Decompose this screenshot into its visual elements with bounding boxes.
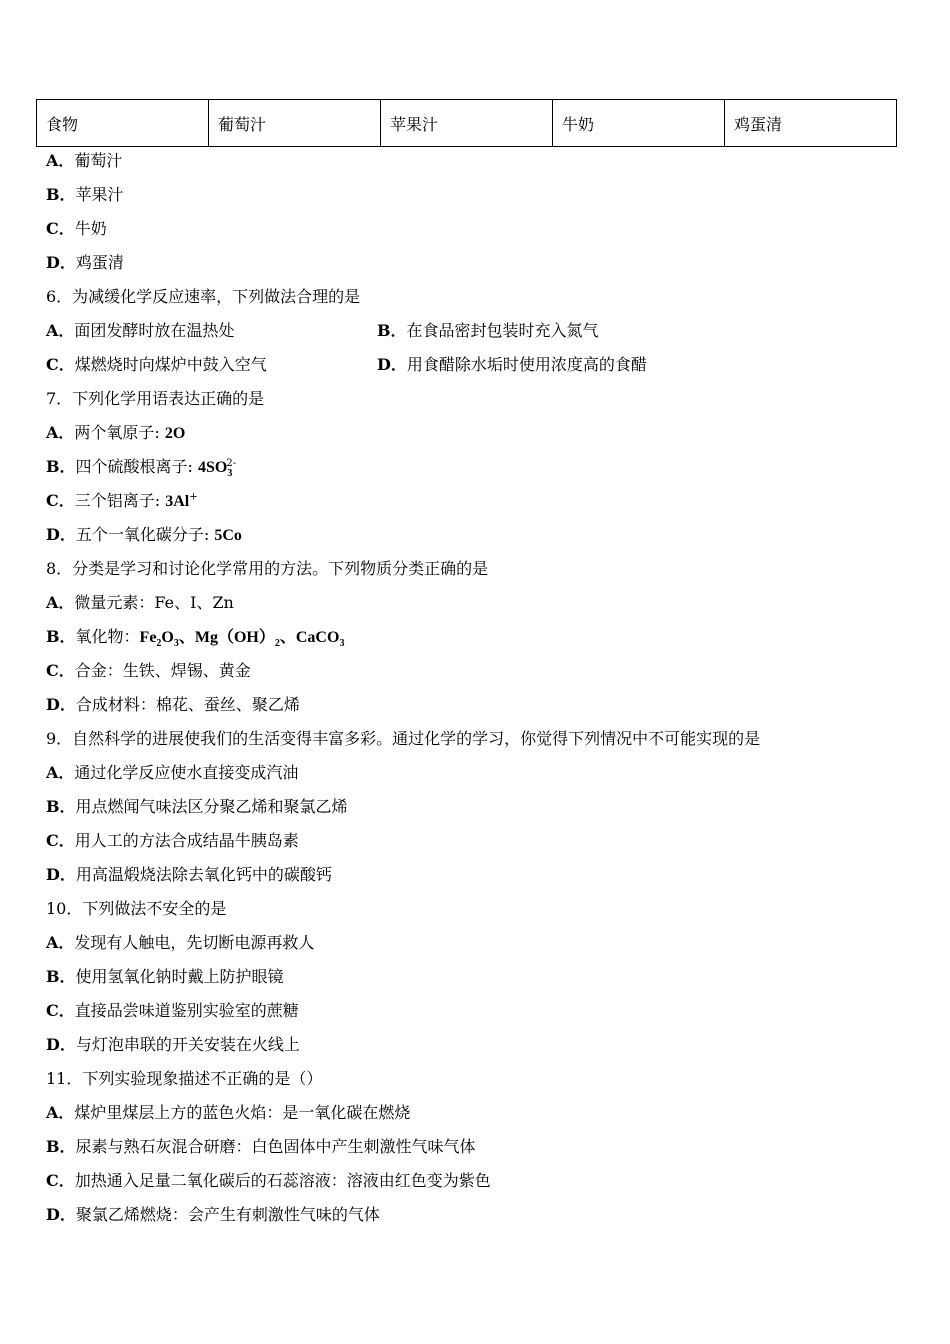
q9-option-b: [46, 797, 348, 817]
q6-option-d: [377, 355, 647, 375]
option-text: 合成材料：棉花、蚕丝、聚乙烯: [75, 695, 300, 714]
option-letter: D．: [46, 865, 76, 884]
q7-option-b: [46, 457, 236, 478]
formula-subscript: 2: [156, 638, 162, 650]
formula: 、CaCO: [279, 629, 340, 646]
option-letter: C．: [46, 831, 75, 850]
q7-stem: 7．下列化学用语表达正确的是: [46, 389, 265, 408]
formula-superscript: 2-: [226, 457, 237, 469]
q6-option-c: [46, 355, 267, 375]
formula: 4SO: [198, 459, 228, 476]
q8-stem: 8．分类是学习和讨论化学常用的方法。下列物质分类正确的是: [46, 559, 489, 578]
q11-option-b: [46, 1137, 476, 1157]
q7-option-c: [46, 491, 198, 512]
option-letter: C．: [46, 355, 75, 374]
q5-option-b: [46, 185, 124, 205]
option-text: 使用氢氧化钠时戴上防护眼镜: [75, 967, 284, 986]
option-text: 用高温煅烧法除去氧化钙中的碳酸钙: [75, 865, 332, 884]
option-letter: A．: [46, 321, 75, 340]
option-letter: A．: [46, 763, 75, 782]
q10-option-d: [46, 1035, 300, 1055]
option-text: 合金：生铁、焊锡、黄金: [74, 661, 251, 680]
option-letter: C．: [46, 219, 75, 238]
table-row: [37, 100, 897, 147]
option-text: 在食品密封包装时充入氮气: [406, 321, 599, 340]
option-letter: D．: [46, 253, 76, 272]
table-cell: 葡萄汁: [209, 100, 381, 147]
option-text: 牛奶: [74, 219, 107, 238]
formula: 、Mg（OH）: [178, 629, 275, 646]
option-text: 与灯泡串联的开关安装在火线上: [75, 1035, 300, 1054]
option-letter: A．: [46, 933, 75, 952]
option-text: 加热通入足量二氧化碳后的石蕊溶液：溶液由红色变为紫色: [74, 1171, 491, 1190]
q11-option-a: [46, 1103, 410, 1123]
formula: Fe: [139, 629, 157, 646]
q5-option-c: [46, 219, 107, 239]
formula: O: [161, 629, 174, 646]
option-letter: D．: [46, 1205, 76, 1224]
option-letter: B．: [46, 627, 76, 646]
q11-option-d: [46, 1205, 380, 1225]
q8-option-b: [46, 627, 344, 648]
option-letter: B．: [46, 797, 76, 816]
q6-option-a: [46, 321, 234, 341]
formula-superscript: +: [189, 491, 198, 503]
option-text: 四个硫酸根离子:: [75, 457, 199, 476]
option-letter: D．: [377, 355, 407, 374]
table-cell: 牛奶: [553, 100, 725, 147]
q11-stem: 11．下列实验现象描述不正确的是（）: [46, 1069, 323, 1088]
food-table: [36, 99, 897, 147]
formula: 5Co: [214, 527, 242, 544]
option-text: 微量元素：Fe、I、Zn: [74, 593, 234, 612]
option-letter: B．: [46, 185, 76, 204]
option-text: 煤燃烧时向煤炉中鼓入空气: [74, 355, 267, 374]
q6-stem: 6．为减缓化学反应速率，下列做法合理的是: [46, 287, 361, 306]
q5-option-d: [46, 253, 124, 273]
q8-option-c: [46, 661, 251, 681]
q8-option-a: [46, 593, 234, 613]
option-text: 苹果汁: [75, 185, 124, 204]
option-letter: C．: [46, 1001, 75, 1020]
q10-option-c: [46, 1001, 299, 1021]
q9-option-d: [46, 865, 332, 885]
q7-option-a: [46, 423, 185, 444]
q10-option-a: [46, 933, 314, 953]
option-text: 葡萄汁: [74, 151, 123, 170]
option-text: 三个铝离子:: [74, 491, 166, 510]
option-letter: B．: [46, 967, 76, 986]
option-letter: C．: [46, 491, 75, 510]
option-letter: D．: [46, 695, 76, 714]
option-letter: D．: [46, 525, 76, 544]
option-letter: C．: [46, 661, 75, 680]
option-letter: C．: [46, 1171, 75, 1190]
option-letter: B．: [377, 321, 407, 340]
q8-option-d: [46, 695, 300, 715]
option-text: 发现有人触电，先切断电源再救人: [74, 933, 315, 952]
option-letter: B．: [46, 457, 76, 476]
option-text: 五个一氧化碳分子:: [75, 525, 215, 544]
option-text: 煤炉里煤层上方的蓝色火焰：是一氧化碳在燃烧: [74, 1103, 411, 1122]
formula: 2O: [164, 425, 186, 442]
formula-subscript: 3: [227, 468, 233, 480]
option-text: 尿素与熟石灰混合研磨：白色固体中产生刺激性气味气体: [75, 1137, 476, 1156]
q6-option-b: [377, 321, 599, 341]
option-text: 用食醋除水垢时使用浓度高的食醋: [406, 355, 647, 374]
q10-stem: 10．下列做法不安全的是: [46, 899, 227, 918]
option-text: 聚氯乙烯燃烧：会产生有刺激性气味的气体: [75, 1205, 380, 1224]
option-text: 鸡蛋清: [75, 253, 124, 272]
option-text: 用点燃闻气味法区分聚乙烯和聚氯乙烯: [75, 797, 348, 816]
option-letter: B．: [46, 1137, 76, 1156]
q10-option-b: [46, 967, 284, 987]
option-text: 直接品尝味道鉴别实验室的蔗糖: [74, 1001, 299, 1020]
option-text: 用人工的方法合成结晶牛胰岛素: [74, 831, 299, 850]
table-cell: 苹果汁: [381, 100, 553, 147]
option-letter: D．: [46, 1035, 76, 1054]
table-cell: 食物: [37, 100, 209, 147]
option-letter: A．: [46, 1103, 75, 1122]
q9-option-c: [46, 831, 299, 851]
option-text: 氧化物：: [75, 627, 140, 646]
option-text: 通过化学反应使水直接变成汽油: [74, 763, 299, 782]
table-cell: 鸡蛋清: [725, 100, 897, 147]
formula-subscript: 2: [274, 638, 280, 650]
q5-option-a: [46, 151, 122, 171]
option-letter: A．: [46, 593, 75, 612]
option-letter: A．: [46, 423, 75, 442]
option-text: 两个氧原子:: [74, 423, 165, 442]
q7-option-d: [46, 525, 242, 546]
q9-option-a: [46, 763, 298, 783]
q9-stem: 9．自然科学的进展使我们的生活变得丰富多彩。通过化学的学习，你觉得下列情况中不可能实现的是: [46, 729, 761, 748]
formula-subscript: 3: [339, 638, 345, 650]
q11-option-c: [46, 1171, 491, 1191]
option-text: 面团发酵时放在温热处: [74, 321, 235, 340]
option-letter: A．: [46, 151, 75, 170]
formula: 3Al: [165, 493, 190, 510]
formula-subscript: 3: [173, 638, 179, 650]
